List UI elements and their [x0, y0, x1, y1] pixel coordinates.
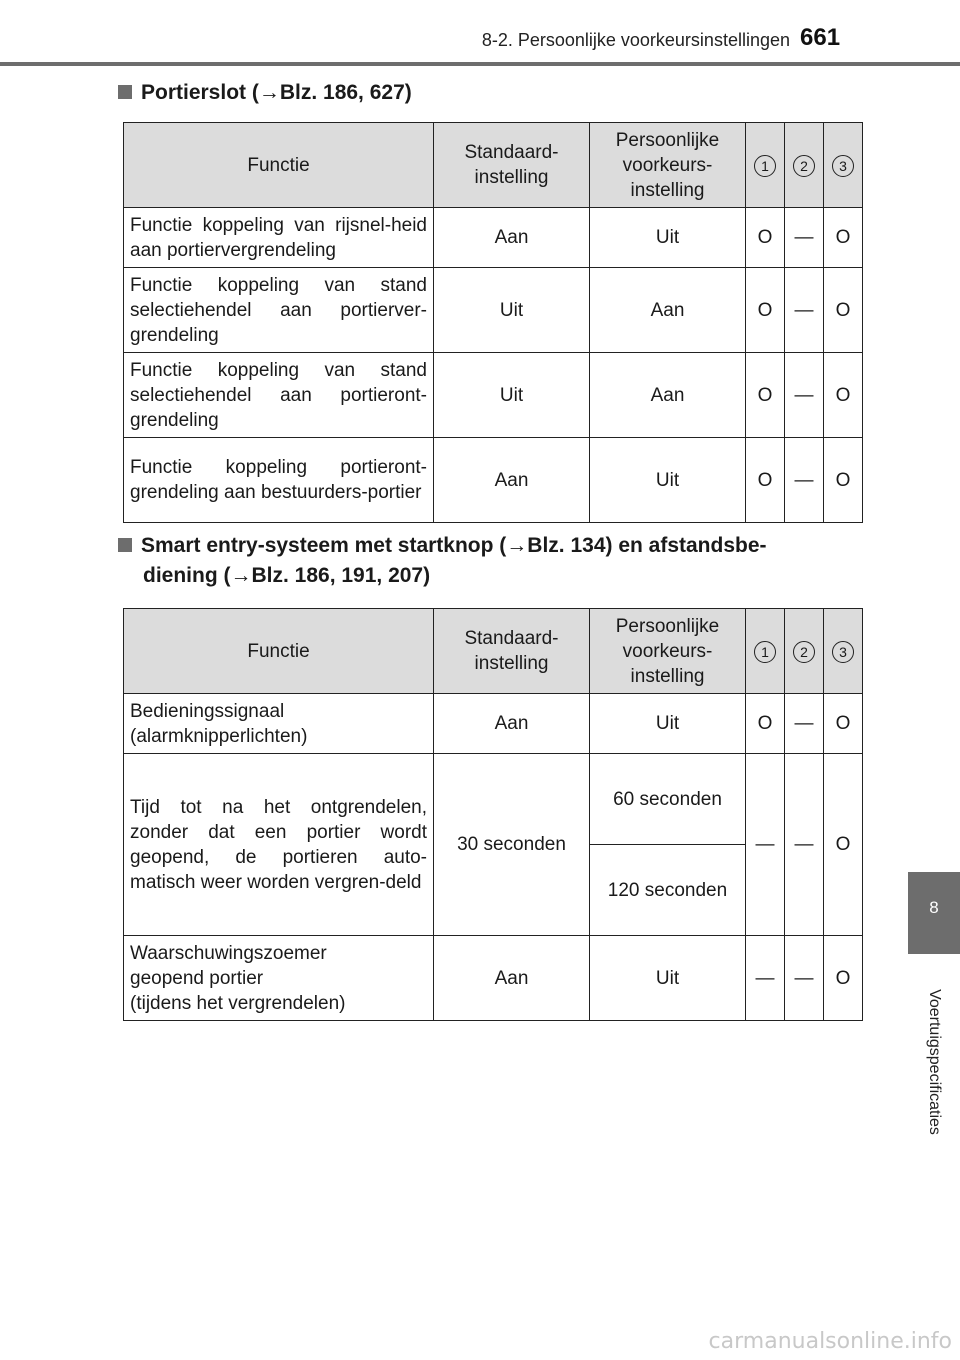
table-header-row — [124, 609, 863, 694]
square-bullet-icon — [118, 538, 132, 552]
cell-functie: Bedieningssignaal (alarmknipperlichten) — [124, 694, 434, 754]
cell-standaard: 30 seconden — [434, 754, 590, 936]
circled-number-3-icon: 3 — [832, 641, 854, 663]
cell-c1: O — [746, 208, 785, 268]
col-header-standaard: Standaard-instelling — [434, 609, 590, 694]
col-header-standaard: Standaard-instelling — [434, 123, 590, 208]
col-header-persoonlijk: Persoonlijke voorkeurs-instelling — [590, 123, 746, 208]
cell-c2: — — [785, 208, 824, 268]
table-row — [124, 353, 863, 438]
page-number: 661 — [800, 24, 841, 51]
cell-persoonlijk: Aan — [590, 268, 746, 353]
col-header-persoonlijk: Persoonlijke voorkeurs-instelling — [590, 609, 746, 694]
cell-persoonlijk: Aan — [590, 353, 746, 438]
table-row — [124, 438, 863, 523]
cell-c1: — — [746, 754, 785, 936]
cell-c3: O — [824, 353, 863, 438]
chapter-label: Voertuigspecificaties — [926, 989, 943, 1135]
cell-c1: O — [746, 268, 785, 353]
cell-standaard: Uit — [434, 268, 590, 353]
cell-persoonlijk: Uit — [590, 208, 746, 268]
cell-c3: O — [824, 438, 863, 523]
cell-c2: — — [785, 694, 824, 754]
table-row — [124, 208, 863, 268]
cell-functie: Waarschuwingszoemer geopend portier (tijdens het vergrendelen) — [124, 936, 434, 1021]
cell-c1: O — [746, 694, 785, 754]
circled-number-3-icon: 3 — [832, 155, 854, 177]
section-heading-portierslot: Portierslot (→Blz. 186, 627) — [118, 78, 412, 108]
circled-number-2-icon: 2 — [793, 155, 815, 177]
cell-c3: O — [824, 754, 863, 936]
cell-standaard: Aan — [434, 208, 590, 268]
cell-c3: O — [824, 208, 863, 268]
cell-persoonlijk: Uit — [590, 936, 746, 1021]
cell-c1: O — [746, 353, 785, 438]
cell-functie: Functie koppeling portieront-grendeling aan bestuurders-portier — [124, 438, 434, 523]
cell-standaard: Aan — [434, 438, 590, 523]
cell-functie: Functie koppeling van stand selectiehendel aan portieront-grendeling — [124, 353, 434, 438]
cell-c3: O — [824, 268, 863, 353]
cell-functie: Tijd tot na het ontgrendelen, zonder dat een portier wordt geopend, de portieren auto-matisch weer worden vergren-deld — [124, 754, 434, 936]
header-title: 8-2. Persoonlijke voorkeursinstellingen — [481, 30, 790, 50]
table-row — [124, 694, 863, 754]
cell-c2: — — [785, 936, 824, 1021]
cell-c2: — — [785, 268, 824, 353]
table-header-row — [124, 123, 863, 208]
cell-functie: Functie koppeling van stand selectiehendel aan portierver-grendeling — [124, 268, 434, 353]
circled-number-2-icon: 2 — [793, 641, 815, 663]
section-heading-smart-entry: Smart entry-systeem met startknop (→Blz. 134) en afstandsbe- diening (→Blz. 186, 191, 207) — [118, 531, 767, 591]
cell-c2: — — [785, 754, 824, 936]
watermark: carmanualsonline.info — [708, 1329, 952, 1354]
cell-standaard: Aan — [434, 936, 590, 1021]
table-portierslot — [123, 122, 863, 523]
table-row — [124, 268, 863, 353]
header-rule — [0, 62, 960, 66]
cell-persoonlijk: Uit — [590, 438, 746, 523]
cell-c1: O — [746, 438, 785, 523]
table-row — [124, 936, 863, 1021]
cell-c2: — — [785, 438, 824, 523]
circled-number-1-icon: 1 — [754, 155, 776, 177]
cell-c3: O — [824, 936, 863, 1021]
cell-standaard: Aan — [434, 694, 590, 754]
table-row — [124, 754, 863, 845]
cell-standaard: Uit — [434, 353, 590, 438]
cell-persoonlijk: Uit — [590, 694, 746, 754]
cell-c2: — — [785, 353, 824, 438]
cell-persoonlijk-option: 120 seconden — [590, 845, 746, 936]
square-bullet-icon — [118, 85, 132, 99]
cell-persoonlijk-option: 60 seconden — [590, 754, 746, 845]
cell-c3: O — [824, 694, 863, 754]
circled-number-1-icon: 1 — [754, 641, 776, 663]
col-header-functie: Functie — [124, 609, 434, 694]
col-header-functie: Functie — [124, 123, 434, 208]
chapter-tab: 8 — [908, 872, 960, 954]
cell-functie: Functie koppeling van rijsnel-heid aan portiervergrendeling — [124, 208, 434, 268]
table-smart-entry — [123, 608, 863, 1021]
cell-c1: — — [746, 936, 785, 1021]
